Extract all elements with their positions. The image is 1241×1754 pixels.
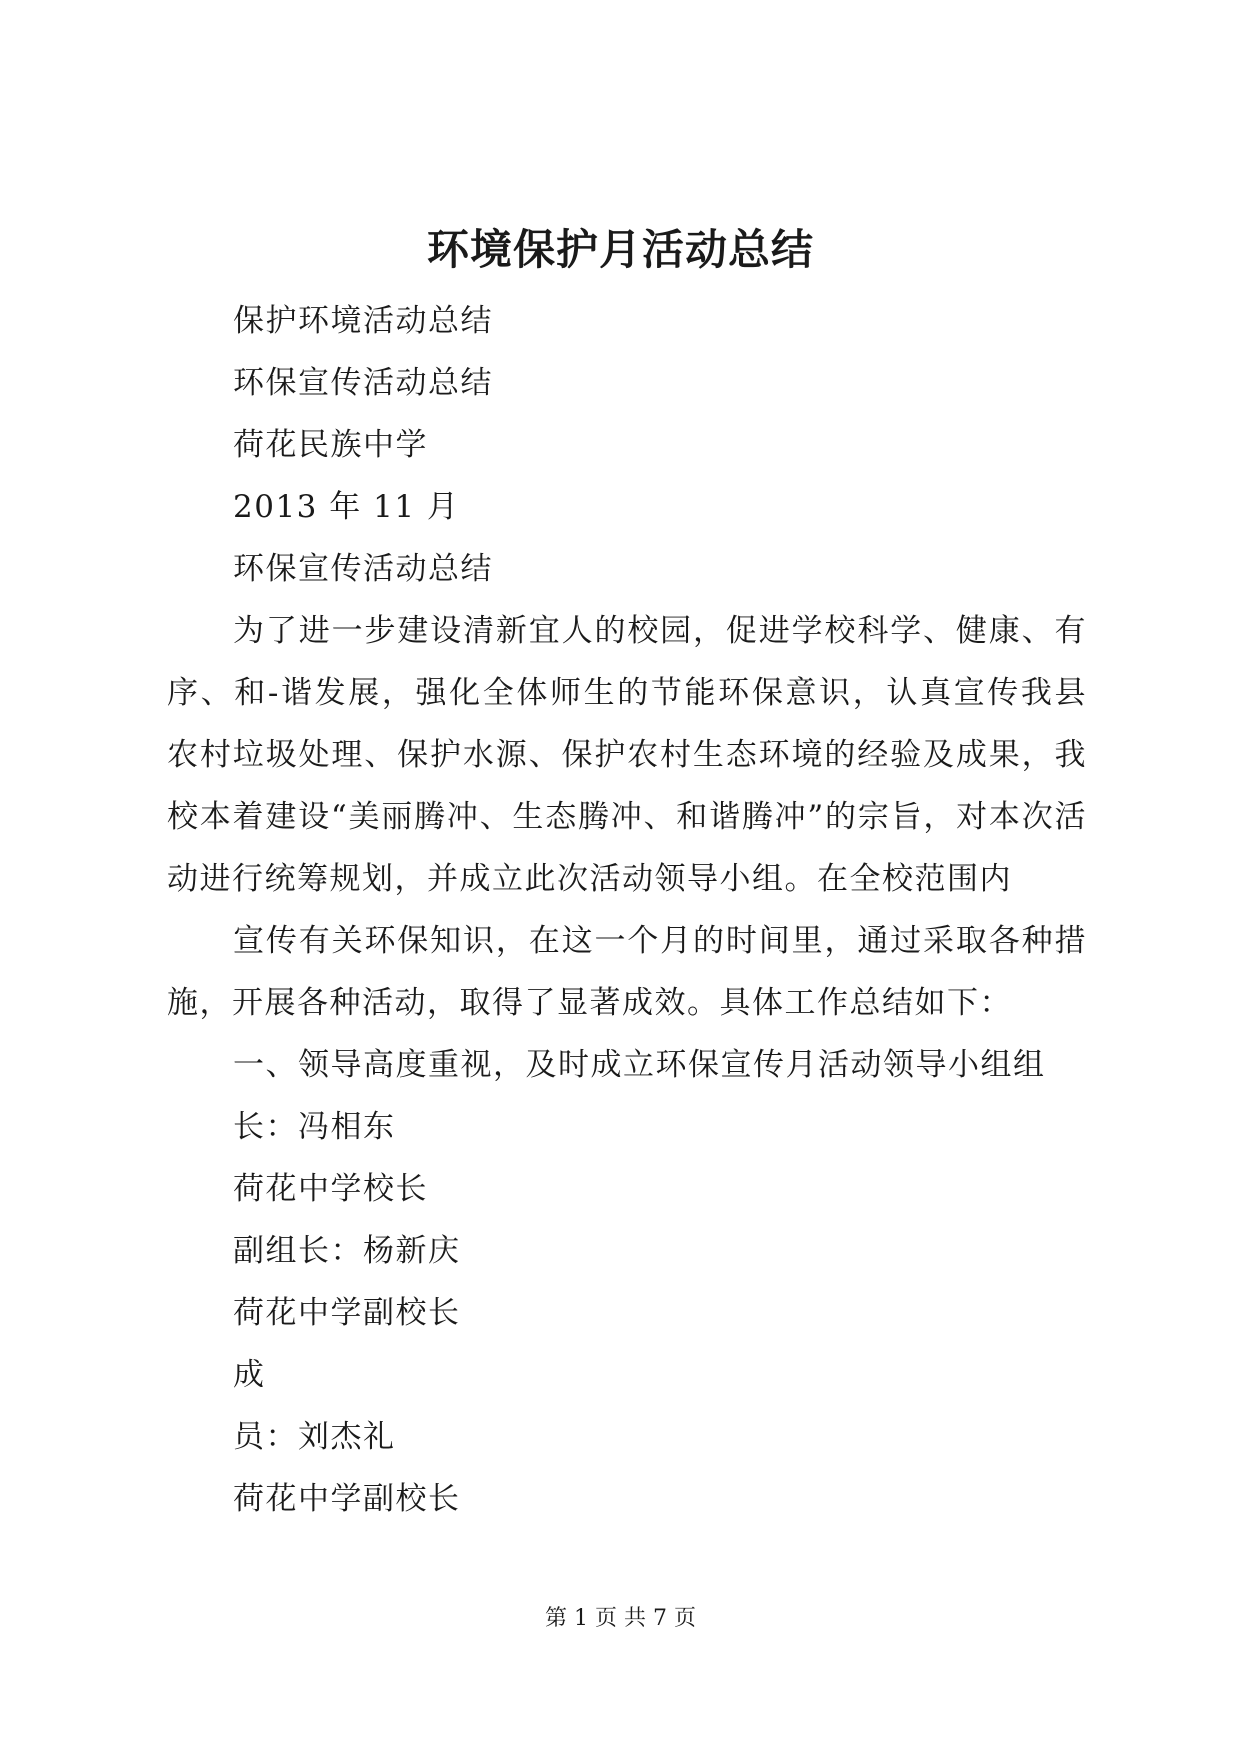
group-line: 荷花中学副校长	[233, 1295, 461, 1331]
group-line: 荷花中学校长	[233, 1171, 428, 1207]
section-heading: 一、领导高度重视，及时成立环保宣传月活动领导小组组	[233, 1047, 1046, 1083]
group-line: 副组长：杨新庆	[233, 1233, 461, 1269]
document-title: 环境保护月活动总结	[426, 225, 814, 274]
section-subtitle: 环保宣传活动总结	[233, 551, 493, 587]
text-line: 保护环境活动总结	[233, 303, 493, 339]
group-line: 成	[233, 1357, 266, 1393]
page-footer	[0, 1604, 1241, 1634]
group-line: 员：刘杰礼	[233, 1419, 396, 1455]
document-body	[167, 290, 1087, 1530]
group-line: 荷花中学副校长	[233, 1481, 461, 1517]
group-line: 长：冯相东	[233, 1109, 396, 1145]
document-date: 2013 年 11 月	[233, 489, 460, 525]
page-number-label: 第 1 页 共 7 页	[545, 1606, 696, 1631]
paragraph-intro: 为了进一步建设清新宜人的校园，促进学校科学、健康、有序、和-谐发展，强化全体师生的节能环保意识，认真宣传我县农村垃圾处理、保护水源、保护农村生态环境的经验及成果，我校本着建设“美丽腾冲、生态腾冲、和谐腾冲”的宗旨，对本次活动进行统筹规划，并成立此次活动领导小组。在全校范围内	[167, 613, 1087, 897]
paragraph-summary: 宣传有关环保知识，在这一个月的时间里，通过采取各种措施，开展各种活动，取得了显著成效。具体工作总结如下：	[167, 923, 1087, 1021]
school-name: 荷花民族中学	[233, 427, 428, 463]
text-line: 环保宣传活动总结	[233, 365, 493, 401]
